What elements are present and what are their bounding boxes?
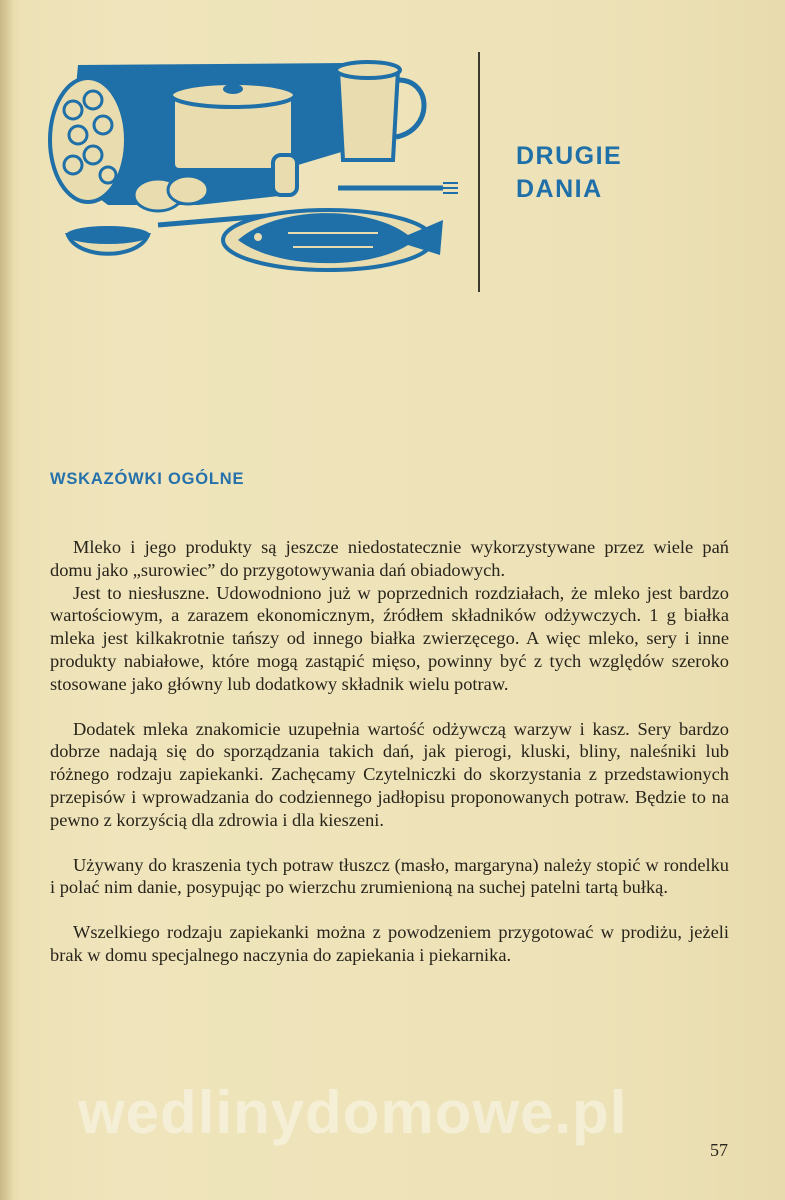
paragraph: Używany do kraszenia tych potraw tłuszcz (masło, margaryna) należy stopić w rondelku i polać nim danie, posypując po wierzchu zrumienioną na suchej patelni tartą bułką. [50, 854, 729, 898]
section-heading: WSKAZÓWKI OGÓLNE [50, 470, 245, 488]
page-number: 57 [710, 1140, 728, 1160]
paragraph: Wszelkiego rodzaju zapiekanki można z powodzeniem przygotować w prodiżu, jeżeli brak w domu specjalnego naczynia do zapiekania i piekarnika. [50, 922, 729, 965]
paragraph: Jest to niesłuszne. Udowodniono już w poprzednich rozdziałach, że mleko jest bardzo wartościowym, a zarazem ekonomicznym, źródłem składników odżywczych. 1 g białka mleka jest kilkakrotnie tańszy od innego białka zwierzęcego. A więc mleko, sery i inne produkty nabiałowe, które mogą zastąpić mięso, powinny być z tych względów szeroko stosowane jako główny lub dodatkowy składnik wielu potraw. [50, 582, 729, 694]
page-edge-shadow [0, 0, 14, 1200]
watermark: wedlinydomowe.pl [78, 1079, 628, 1146]
chapter-title-line-1: DRUGIE [516, 142, 623, 170]
vertical-divider [478, 52, 480, 292]
paragraph: Dodatek mleka znakomicie uzupełnia wartość odżywczą warzyw i kasz. Sery bardzo dobrze nadają się do sporządzania takich dań, jak pierogi, kluski, bliny, naleśniki lub różnego rodzaju zapiekanki. Zachęcamy Czytelniczki do skorzystania z przedstawionych przepisów i wprowadzania do codziennego jadłopisu proponowanych potraw. Będzie to na pewno z korzyścią dla zdrowia i dla kieszeni. [50, 718, 729, 830]
chapter-title-line-2: DANIA [516, 175, 603, 203]
chapter-title [516, 140, 622, 206]
kitchen-still-life-illustration [48, 55, 463, 280]
body-text [50, 536, 729, 967]
paragraph: Mleko i jego produkty są jeszcze niedostatecznie wykorzystywane przez wiele pań domu jako „surowiec” do przygotowywania dań obiadowych. [50, 537, 729, 580]
